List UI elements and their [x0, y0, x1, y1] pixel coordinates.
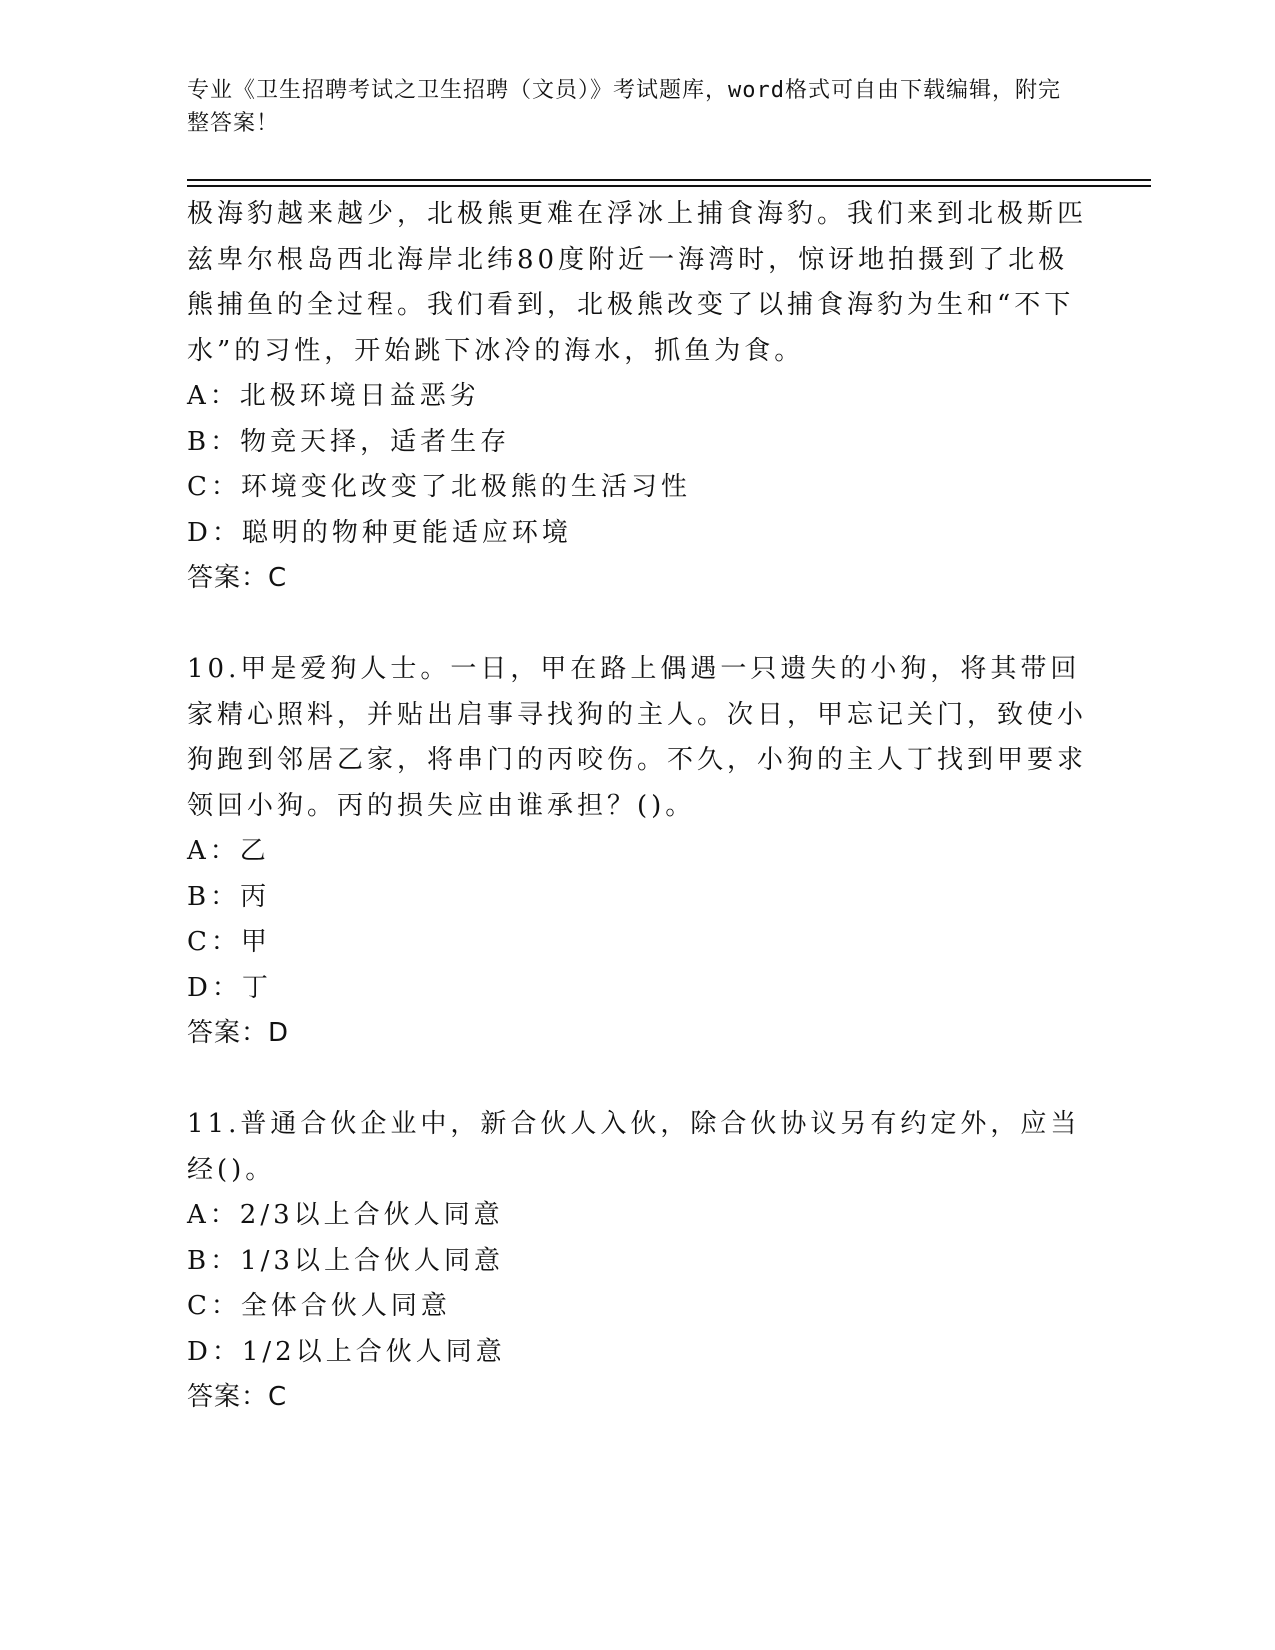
question-9-option-d: D：聪明的物种更能适应环境 [187, 517, 572, 548]
question-spacer [187, 1057, 1087, 1103]
question-10-option-b: B：丙 [187, 881, 271, 912]
document-body [187, 192, 1087, 1421]
question-11-option-c: C：全体合伙人同意 [187, 1291, 451, 1321]
question-11-answer: 答案：C [187, 1382, 288, 1412]
question-10-text: 10.甲是爱狗人士。一日，甲在路上偶遇一只遗失的小狗，将其带回家精心照料，并贴出启事寻找狗的主人。次日，甲忘记关门，致使小狗跑到邻居乙家，将串门的丙咬伤。不久，小狗的主人丁找到甲要求领回小狗。丙的损失应由谁承担？()。 [187, 654, 1088, 821]
question-10 [187, 647, 1087, 1057]
question-11-option-b: B：1/3以上合伙人同意 [187, 1245, 504, 1276]
question-10-option-a: A：乙 [187, 836, 270, 866]
question-9 [187, 192, 1087, 602]
header-title: 专业《卫生招聘考试之卫生招聘（文员）》考试题库，word格式可自由下载编辑，附完整答案！ [187, 78, 1061, 136]
question-10-answer: 答案：D [187, 1018, 290, 1048]
question-9-option-a: A：北极环境日益恶劣 [187, 381, 480, 411]
question-11-option-a: A：2/3以上合伙人同意 [187, 1200, 504, 1230]
question-11-text: 11.普通合伙企业中，新合伙人入伙，除合伙协议另有约定外，应当经()。 [187, 1109, 1081, 1185]
question-9-text: 极海豹越来越少，北极熊更难在浮冰上捕食海豹。我们来到北极斯匹兹卑尔根岛西北海岸北纬80度附近一海湾时，惊讶地拍摄到了北极熊捕鱼的全过程。我们看到，北极熊改变了以捕食海豹为生和“不下水”的习性，开始跳下冰冷的海水，抓鱼为食。 [187, 199, 1088, 366]
question-9-answer: 答案：C [187, 563, 288, 593]
page-header [187, 74, 1067, 140]
question-9-option-b: B：物竞天择，适者生存 [187, 426, 511, 457]
question-11 [187, 1102, 1087, 1421]
header-divider-bottom [187, 185, 1151, 187]
question-11-option-d: D：1/2以上合伙人同意 [187, 1336, 506, 1367]
question-9-option-c: C：环境变化改变了北极熊的生活习性 [187, 472, 691, 502]
question-spacer [187, 602, 1087, 648]
question-10-option-d: D：丁 [187, 972, 272, 1003]
header-divider-top [187, 179, 1151, 181]
question-10-option-c: C：甲 [187, 927, 271, 957]
